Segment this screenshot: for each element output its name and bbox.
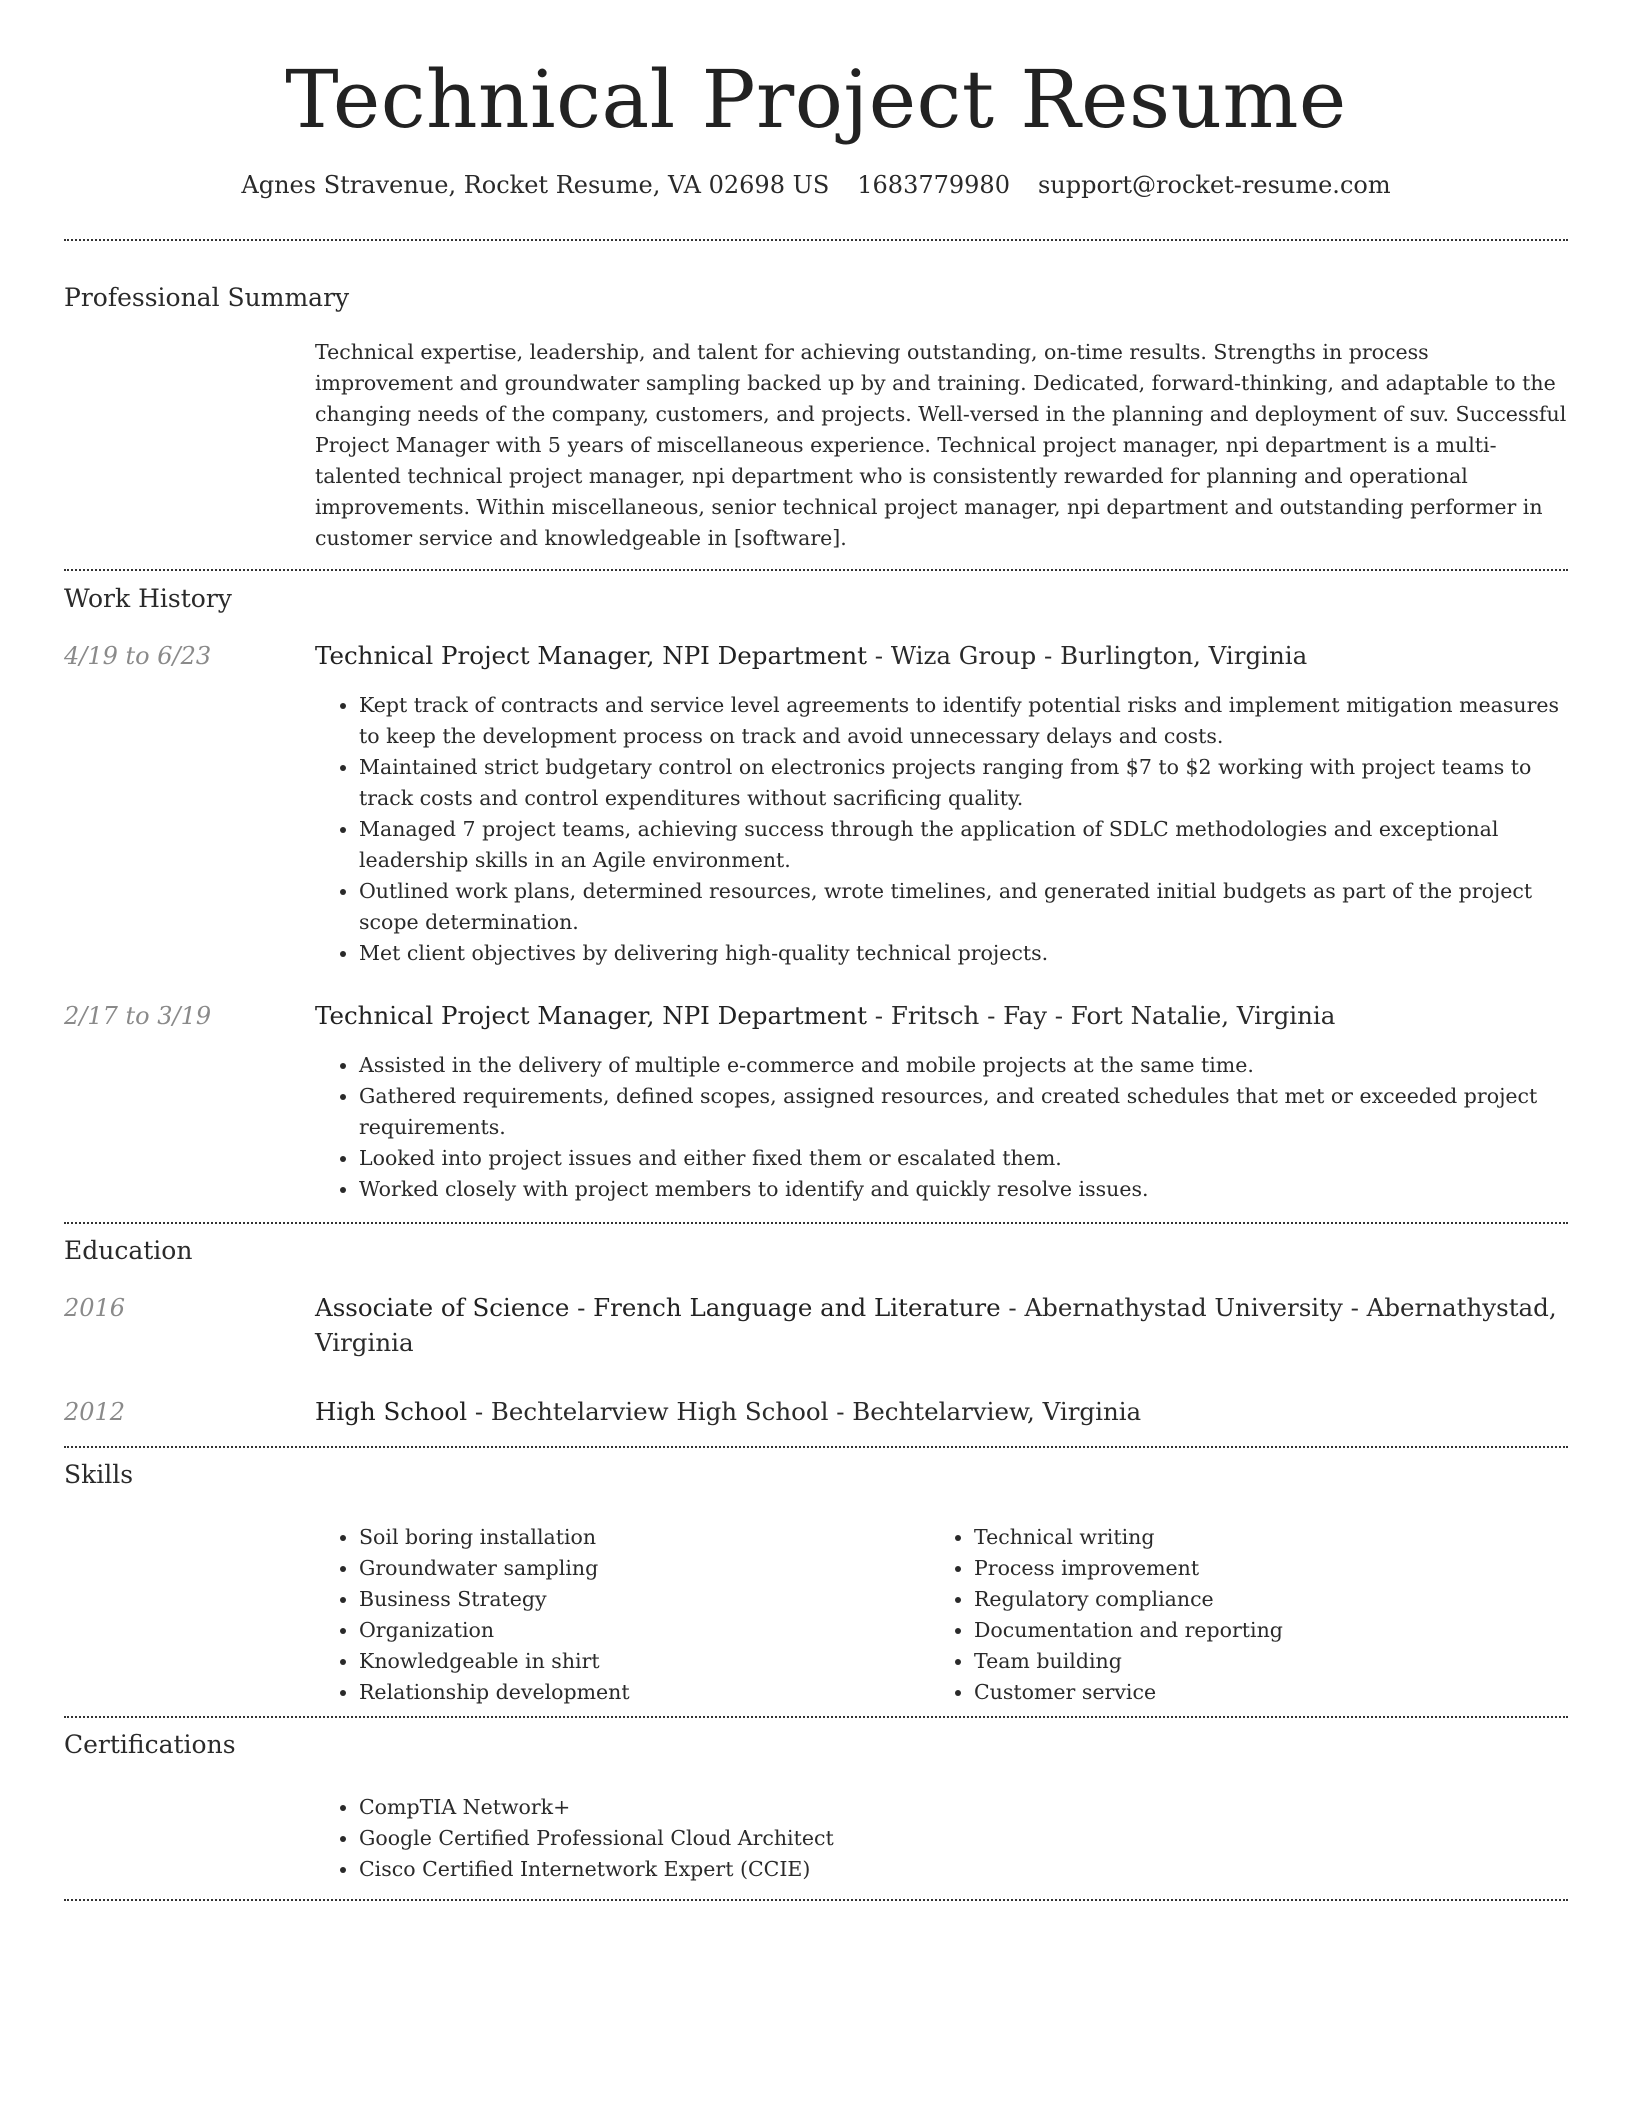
divider bbox=[64, 1716, 1568, 1718]
contact-email: support@rocket-resume.com bbox=[1037, 171, 1391, 199]
contact-address: Agnes Stravenue, Rocket Resume, VA 02698 US bbox=[241, 171, 830, 199]
education-degree: High School bbox=[315, 1397, 468, 1426]
job-dates: 2/17 to 3/19 bbox=[64, 1002, 212, 1030]
education-school: - Bechtelarview High School - Bechtelarview, Virginia bbox=[467, 1397, 1142, 1426]
job-employer: - Wiza Group - Burlington, Virginia bbox=[867, 641, 1308, 670]
divider bbox=[64, 569, 1568, 571]
list-item: • Met client objectives by delivering high-quality technical projects. bbox=[359, 938, 1568, 969]
list-item: • Assisted in the delivery of multiple e-commerce and mobile projects at the same time. bbox=[359, 1050, 1568, 1081]
list-item: • Process improvement bbox=[974, 1553, 1568, 1584]
list-item: • Kept track of contracts and service level agreements to identify potential risks and implement mitigation measures to keep the development process on track and avoid unnecessary delays and costs. bbox=[359, 690, 1568, 752]
education-year: 2012 bbox=[64, 1398, 126, 1426]
job-role: Technical Project Manager, NPI Department bbox=[315, 1001, 867, 1030]
list-item: • Documentation and reporting bbox=[974, 1615, 1568, 1646]
contact-line bbox=[64, 170, 1568, 200]
job-title bbox=[315, 638, 1568, 673]
list-item: • Team building bbox=[974, 1646, 1568, 1677]
list-item: • Google Certified Professional Cloud Architect bbox=[359, 1823, 1568, 1854]
summary-text: Technical expertise, leadership, and talent for achieving outstanding, on-time results. Strengths in process improvement and groundwater sampling backed up by and training. Dedicated, forward-thinking, and adaptable to the changing needs of the company, customers, and projects. Well-versed in the planning and deployment of suv. Successful Project Manager with 5 years of miscellaneous experience. Technical project manager, npi department is a multi-talented technical project manager, npi department who is consistently rewarded for planning and operational improvements. Within miscellaneous, senior technical project manager, npi department and outstanding performer in customer service and knowledgeable in [software]. bbox=[315, 340, 1567, 550]
certifications-list bbox=[315, 1792, 1568, 1885]
skills-list-left bbox=[315, 1522, 929, 1708]
list-item: • Relationship development bbox=[359, 1677, 929, 1708]
job-title bbox=[315, 998, 1568, 1033]
list-item: • Organization bbox=[359, 1615, 929, 1646]
list-item: • Regulatory compliance bbox=[974, 1584, 1568, 1615]
education-entry bbox=[315, 1290, 1568, 1360]
list-item: • Groundwater sampling bbox=[359, 1553, 929, 1584]
list-item: • CompTIA Network+ bbox=[359, 1792, 1568, 1823]
divider bbox=[64, 1446, 1568, 1448]
list-item: • Worked closely with project members to identify and quickly resolve issues. bbox=[359, 1174, 1568, 1205]
list-item: • Cisco Certified Internetwork Expert (CCIE) bbox=[359, 1854, 1568, 1885]
divider bbox=[64, 239, 1568, 241]
list-item: • Knowledgeable in shirt bbox=[359, 1646, 929, 1677]
divider bbox=[64, 1222, 1568, 1224]
job-dates: 4/19 to 6/23 bbox=[64, 642, 212, 670]
list-item: • Looked into project issues and either fixed them or escalated them. bbox=[359, 1143, 1568, 1174]
list-item: • Maintained strict budgetary control on electronics projects ranging from $7 to $2 working with project teams to track costs and control expenditures without sacrificing quality. bbox=[359, 752, 1568, 814]
list-item: • Customer service bbox=[974, 1677, 1568, 1708]
job-employer: - Fritsch - Fay - Fort Natalie, Virginia bbox=[867, 1001, 1336, 1030]
list-item: • Technical writing bbox=[974, 1522, 1568, 1553]
education-year: 2016 bbox=[64, 1294, 126, 1322]
section-title-skills: Skills bbox=[64, 1460, 134, 1489]
education-entry bbox=[315, 1394, 1568, 1429]
list-item: • Gathered requirements, defined scopes, assigned resources, and created schedules that met or exceeded project requirements. bbox=[359, 1081, 1568, 1143]
job-bullets bbox=[315, 690, 1568, 969]
job-role: Technical Project Manager, NPI Department bbox=[315, 641, 867, 670]
list-item: • Business Strategy bbox=[359, 1584, 929, 1615]
section-title-work: Work History bbox=[64, 584, 232, 613]
education-school: - Abernathystad University - Abernathystad, Virginia bbox=[315, 1293, 1557, 1357]
section-title-summary: Professional Summary bbox=[64, 283, 350, 312]
section-title-education: Education bbox=[64, 1236, 193, 1265]
contact-phone: 1683779980 bbox=[857, 171, 1010, 199]
list-item: • Managed 7 project teams, achieving success through the application of SDLC methodologies and exceptional leadership skills in an Agile environment. bbox=[359, 814, 1568, 876]
skills-list-right bbox=[930, 1522, 1568, 1708]
list-item: • Outlined work plans, determined resources, wrote timelines, and generated initial budgets as part of the project scope determination. bbox=[359, 876, 1568, 938]
section-title-certifications: Certifications bbox=[64, 1730, 236, 1759]
job-bullets bbox=[315, 1050, 1568, 1205]
divider bbox=[64, 1899, 1568, 1901]
list-item: • Soil boring installation bbox=[359, 1522, 929, 1553]
resume-title: Technical Project Resume bbox=[285, 53, 1347, 146]
education-degree: Associate of Science - French Language and Literature bbox=[315, 1293, 1001, 1322]
